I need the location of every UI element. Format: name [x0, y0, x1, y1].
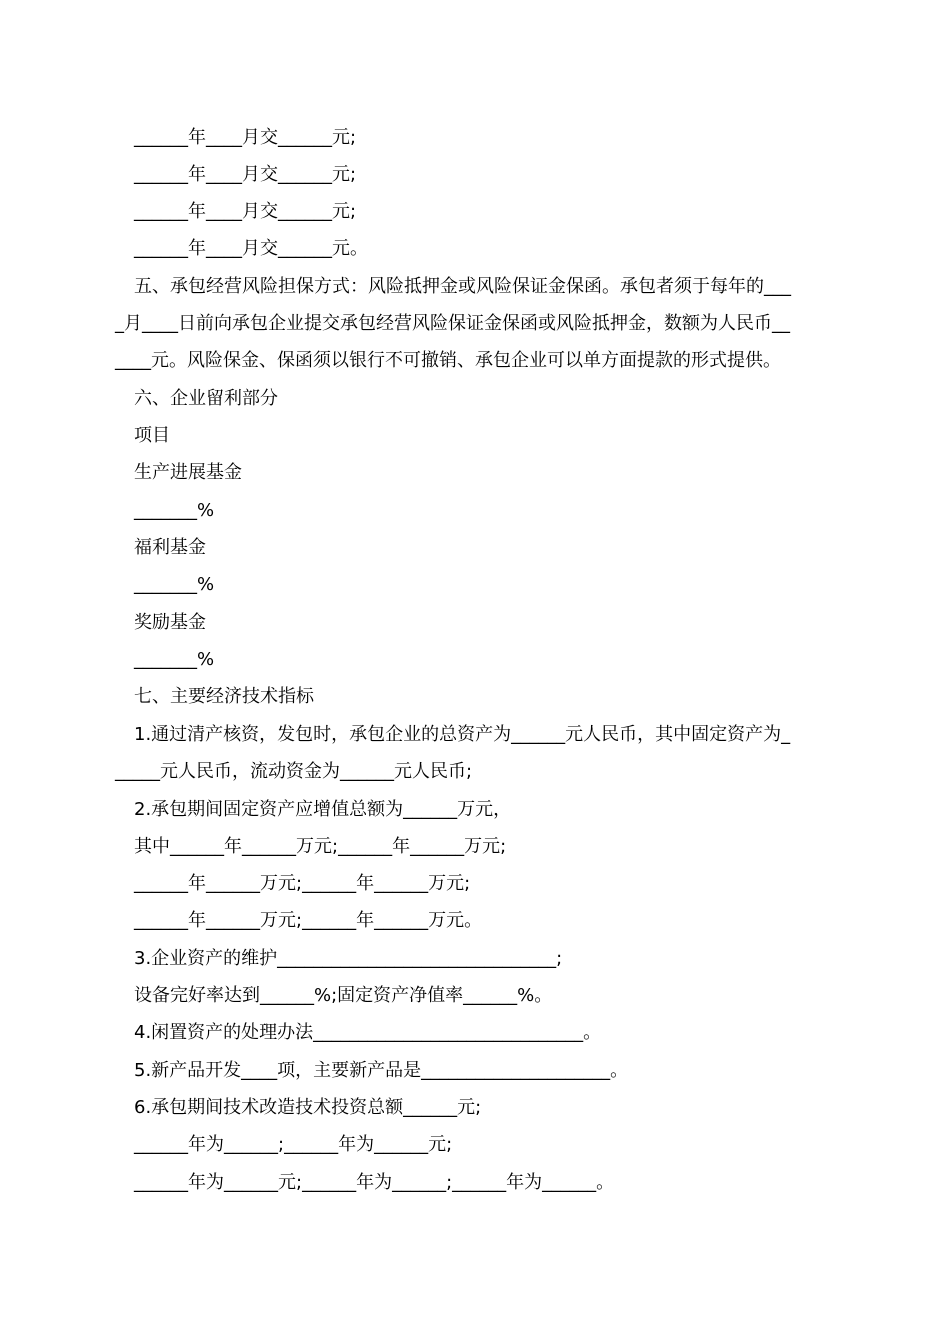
indicator-6-line-3: ______年为______元;______年为______;______年为______。: [134, 1172, 615, 1193]
indicator-3-line-2: 设备完好率达到______%;固定资产净值率______%。: [134, 985, 553, 1006]
indicator-2-line-2: 其中______年______万元;______年______万元;: [134, 836, 507, 857]
payment-line-3: ______年____月交______元;: [134, 201, 357, 222]
indicator-3-line-1: 3.企业资产的维护_______________________________;: [134, 948, 563, 969]
indicator-2-line-4: ______年______万元;______年______万元。: [134, 910, 483, 931]
section-5-line-3: ____元。风险保金、保函须以银行不可撤销、承包企业可以单方面提款的形式提供。: [115, 350, 781, 371]
indicator-2-line-1: 2.承包期间固定资产应增值总额为______万元，: [134, 799, 512, 820]
payment-line-4: ______年____月交______元。: [134, 238, 368, 259]
section-6-heading: 六、企业留利部分: [134, 388, 278, 409]
indicator-4-line: 4.闲置资产的处理办法______________________________。: [134, 1022, 602, 1043]
indicator-1-line-2: _____元人民币，流动资金为______元人民币;: [115, 761, 473, 782]
section-5-line-1: 五、承包经营风险担保方式：风险抵押金或风险保证金保函。承包者须于每年的___: [134, 276, 791, 297]
indicator-5-line: 5.新产品开发____项，主要新产品是_____________________。: [134, 1060, 629, 1081]
fund-reward: 奖励基金: [134, 612, 206, 633]
fund-production-percent: _______%: [134, 500, 215, 521]
indicator-2-line-3: ______年______万元;______年______万元;: [134, 873, 471, 894]
fund-reward-percent: _______%: [134, 649, 215, 670]
fund-welfare: 福利基金: [134, 537, 206, 558]
payment-line-1: ______年____月交______元;: [134, 127, 357, 148]
fund-production: 生产进展基金: [134, 462, 242, 483]
indicator-6-line-2: ______年为______;______年为______元;: [134, 1134, 453, 1155]
section-5-line-2: _月____日前向承包企业提交承包经营风险保证金保函或风险抵押金，数额为人民币__: [115, 313, 790, 334]
payment-line-2: ______年____月交______元;: [134, 164, 357, 185]
indicator-1-line-1: 1.通过清产核资，发包时，承包企业的总资产为______元人民币，其中固定资产为_: [134, 724, 791, 745]
fund-welfare-percent: _______%: [134, 574, 215, 595]
item-heading: 项目: [134, 425, 170, 446]
section-7-heading: 七、主要经济技术指标: [134, 686, 314, 707]
indicator-6-line-1: 6.承包期间技术改造技术投资总额______元;: [134, 1097, 482, 1118]
